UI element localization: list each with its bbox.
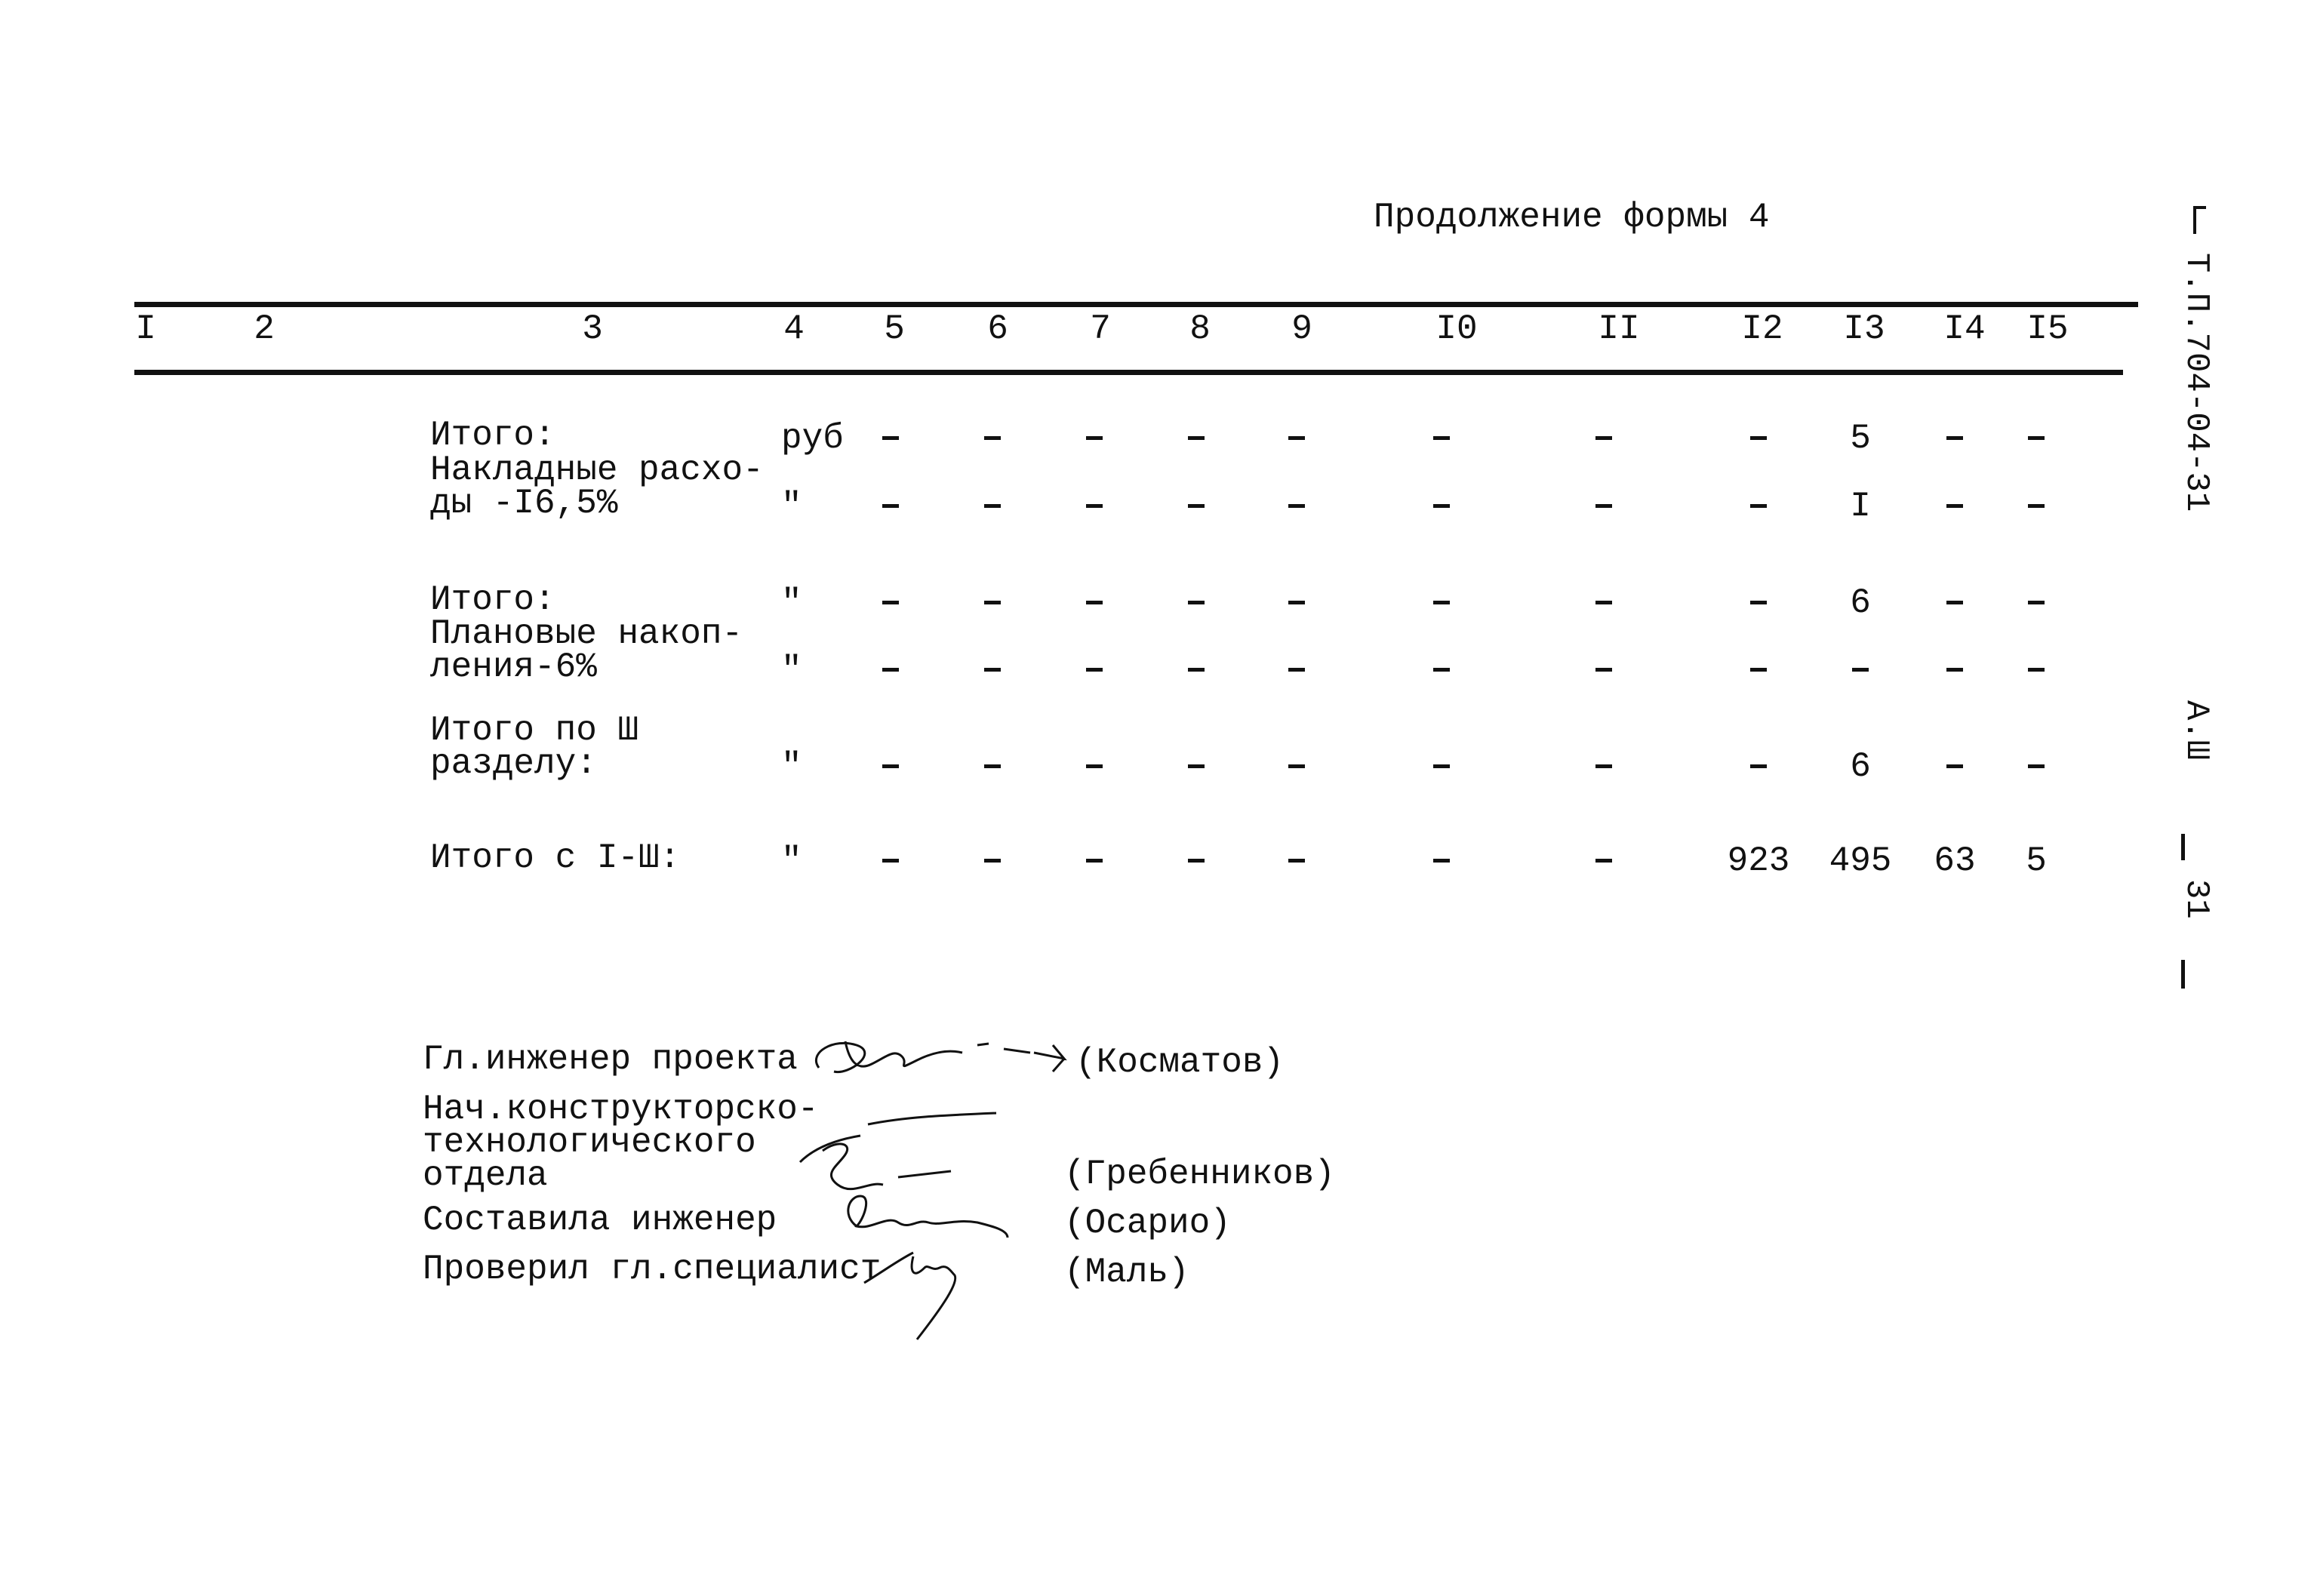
dash-mark (1086, 764, 1103, 768)
empty-cell-dash (1946, 747, 1963, 786)
dash-mark (1595, 601, 1612, 604)
empty-cell-dash (882, 841, 899, 881)
dash-mark (1750, 504, 1767, 508)
empty-cell-dash (1188, 419, 1205, 458)
dash-mark (1288, 504, 1305, 508)
column-header: I5 (2026, 309, 2069, 349)
dash-mark (1595, 859, 1612, 863)
column-header: 2 (254, 309, 275, 349)
empty-cell-dash (1086, 583, 1103, 623)
side-album: А.Ш (2177, 700, 2215, 761)
empty-cell-dash (1595, 841, 1612, 881)
column-header: I0 (1435, 309, 1478, 349)
empty-cell-dash (1852, 650, 1869, 690)
row-label (430, 416, 555, 455)
empty-cell-dash (984, 841, 1001, 881)
dash-mark (882, 764, 899, 768)
form-continuation-title: Продолжение формы 4 (1374, 198, 1770, 237)
empty-cell-dash (882, 747, 899, 786)
empty-cell-dash (1433, 487, 1450, 526)
empty-cell-dash (1086, 841, 1103, 881)
table-cell: 6 (1850, 583, 1871, 623)
dash-mark (1946, 668, 1963, 672)
dash-mark (1086, 504, 1103, 508)
table-cell: 63 (1934, 841, 1976, 881)
empty-cell-dash (1288, 747, 1305, 786)
empty-cell-dash (1433, 841, 1450, 881)
dash-mark (2028, 504, 2045, 508)
dash-mark (1188, 764, 1205, 768)
empty-cell-dash (1433, 583, 1450, 623)
dash-mark (1750, 668, 1767, 672)
table-top-rule (134, 302, 2138, 307)
empty-cell-dash (2028, 419, 2045, 458)
column-header: 6 (987, 309, 1008, 349)
empty-cell-dash (984, 583, 1001, 623)
empty-cell-dash (1188, 841, 1205, 881)
side-page-number: 31 (2177, 879, 2215, 919)
row-label-line: разделу: (430, 744, 597, 783)
dash-mark (984, 504, 1001, 508)
empty-cell-dash (882, 487, 899, 526)
dash-mark (1433, 764, 1450, 768)
dash-mark (1288, 764, 1305, 768)
dash-mark (1288, 859, 1305, 863)
dash-mark (1946, 504, 1963, 508)
table-cell: I (1850, 487, 1871, 526)
signature-role-line: Гл.инженер проекта (423, 1040, 798, 1079)
empty-cell-dash (1595, 650, 1612, 690)
dash-mark (1188, 601, 1205, 604)
dash-mark (1288, 601, 1305, 604)
dash-mark (1595, 436, 1612, 440)
dash-mark (984, 601, 1001, 604)
empty-cell-dash (984, 487, 1001, 526)
column-header: 4 (783, 309, 805, 349)
signature-role (423, 1250, 882, 1289)
table-cell: 6 (1850, 747, 1871, 786)
empty-cell-dash (2028, 487, 2045, 526)
signature-role-line: отдела (423, 1156, 548, 1195)
row-label (430, 580, 555, 620)
dash-mark (2028, 764, 2045, 768)
row-label (430, 451, 764, 523)
row-label-line: Итого с I-Ш: (430, 838, 681, 878)
column-header: I3 (1843, 309, 1885, 349)
empty-cell-dash (984, 650, 1001, 690)
dash-mark (1433, 601, 1450, 604)
empty-cell-dash (1288, 487, 1305, 526)
empty-cell-dash (1433, 419, 1450, 458)
dash-mark (1595, 764, 1612, 768)
dash-mark (1086, 436, 1103, 440)
empty-cell-dash (1595, 419, 1612, 458)
empty-cell-dash (1188, 747, 1205, 786)
signature-name: (Осарио) (1064, 1204, 1231, 1243)
table-header-bottom-rule (134, 370, 2123, 375)
empty-cell-dash (1595, 747, 1612, 786)
empty-cell-dash (1288, 650, 1305, 690)
empty-cell-dash (1288, 419, 1305, 458)
signature-name: (Косматов) (1075, 1043, 1285, 1082)
empty-cell-dash (1595, 583, 1612, 623)
row-label-line: ды -I6,5% (430, 484, 618, 523)
dash-mark (1188, 436, 1205, 440)
side-doc-code: Т.П.704-04-31 (2177, 253, 2215, 512)
empty-cell-dash (1946, 650, 1963, 690)
empty-cell-dash (984, 747, 1001, 786)
empty-cell-dash (1433, 650, 1450, 690)
dash-mark (1188, 859, 1205, 863)
empty-cell-dash (1946, 487, 1963, 526)
empty-cell-dash (1288, 841, 1305, 881)
column-header: I4 (1943, 309, 1986, 349)
dash-mark (984, 764, 1001, 768)
dash-mark (1750, 436, 1767, 440)
dash-mark (882, 859, 899, 863)
signature-role-line: технологического (423, 1123, 756, 1162)
dash-mark (1595, 504, 1612, 508)
dash-mark (1750, 601, 1767, 604)
empty-cell-dash (2028, 583, 2045, 623)
dash-mark (1086, 859, 1103, 863)
empty-cell-dash (882, 419, 899, 458)
column-header: II (1598, 309, 1640, 349)
dash-mark (984, 859, 1001, 863)
dash-mark (984, 436, 1001, 440)
empty-cell-dash (2028, 747, 2045, 786)
empty-cell-dash (882, 650, 899, 690)
row-label (430, 838, 681, 878)
dash-mark (1433, 436, 1450, 440)
empty-cell-dash (1946, 419, 1963, 458)
signature-role-line: Составила инженер (423, 1201, 777, 1240)
dash-mark (882, 504, 899, 508)
signature-role (423, 1090, 819, 1195)
signature-name: (Маль) (1064, 1253, 1189, 1292)
empty-cell-dash (984, 419, 1001, 458)
row-unit: " (781, 650, 802, 690)
row-unit: " (781, 487, 802, 526)
row-unit: " (781, 583, 802, 623)
dash-mark (1086, 668, 1103, 672)
signature-role-line: Проверил гл.специалист (423, 1250, 882, 1289)
dash-mark (1288, 436, 1305, 440)
dash-mark (882, 601, 899, 604)
dash-mark (1433, 504, 1450, 508)
dash-mark (1433, 668, 1450, 672)
row-label (430, 711, 639, 783)
column-header: I (135, 309, 156, 349)
corner-mark-icon (2192, 205, 2208, 235)
empty-cell-dash (1433, 747, 1450, 786)
column-header: 7 (1090, 309, 1111, 349)
dash-mark (984, 668, 1001, 672)
column-header: 8 (1189, 309, 1211, 349)
signature-role (423, 1040, 798, 1079)
column-header: 5 (884, 309, 905, 349)
empty-cell-dash (1750, 419, 1767, 458)
empty-cell-dash (1086, 419, 1103, 458)
signature-role-line: Нач.конструкторско- (423, 1090, 819, 1129)
empty-cell-dash (1086, 650, 1103, 690)
side-tick-top (2181, 834, 2185, 860)
dash-mark (2028, 436, 2045, 440)
empty-cell-dash (1750, 650, 1767, 690)
dash-mark (2028, 601, 2045, 604)
row-unit: " (781, 841, 802, 881)
dash-mark (1288, 668, 1305, 672)
dash-mark (882, 668, 899, 672)
dash-mark (882, 436, 899, 440)
dash-mark (1946, 764, 1963, 768)
table-cell: 495 (1829, 841, 1892, 881)
signature-name: (Гребенников) (1064, 1155, 1335, 1194)
table-cell: 5 (1850, 419, 1871, 458)
row-label-line: Итого: (430, 416, 555, 455)
dash-mark (1946, 436, 1963, 440)
dash-mark (1750, 764, 1767, 768)
row-unit: руб (781, 419, 844, 458)
column-header: I2 (1741, 309, 1783, 349)
empty-cell-dash (1750, 747, 1767, 786)
column-header: 3 (582, 309, 603, 349)
signature-mal (860, 1238, 981, 1343)
empty-cell-dash (1086, 747, 1103, 786)
empty-cell-dash (2028, 650, 2045, 690)
empty-cell-dash (1188, 650, 1205, 690)
empty-cell-dash (1188, 583, 1205, 623)
empty-cell-dash (1595, 487, 1612, 526)
signature-role (423, 1201, 777, 1240)
dash-mark (1086, 601, 1103, 604)
row-label-line: Плановые накоп- (430, 614, 743, 653)
empty-cell-dash (1946, 583, 1963, 623)
dash-mark (1188, 504, 1205, 508)
dash-mark (1433, 859, 1450, 863)
signature-kosmatov (804, 1030, 1091, 1090)
dash-mark (1946, 601, 1963, 604)
empty-cell-dash (1750, 583, 1767, 623)
row-label-line: Итого по Ш (430, 711, 639, 750)
dash-mark (1595, 668, 1612, 672)
column-header: 9 (1291, 309, 1312, 349)
row-label-line: ления-6% (430, 647, 597, 687)
table-cell: 923 (1727, 841, 1790, 881)
row-unit: " (781, 747, 802, 786)
dash-mark (1188, 668, 1205, 672)
empty-cell-dash (1188, 487, 1205, 526)
side-tick-bottom (2181, 960, 2185, 989)
row-label-line: Итого: (430, 580, 555, 620)
dash-mark (1852, 668, 1869, 672)
dash-mark (2028, 668, 2045, 672)
empty-cell-dash (882, 583, 899, 623)
empty-cell-dash (1288, 583, 1305, 623)
table-cell: 5 (2026, 841, 2047, 881)
row-label (430, 614, 743, 687)
row-label-line: Накладные расхо- (430, 451, 764, 490)
empty-cell-dash (1086, 487, 1103, 526)
empty-cell-dash (1750, 487, 1767, 526)
